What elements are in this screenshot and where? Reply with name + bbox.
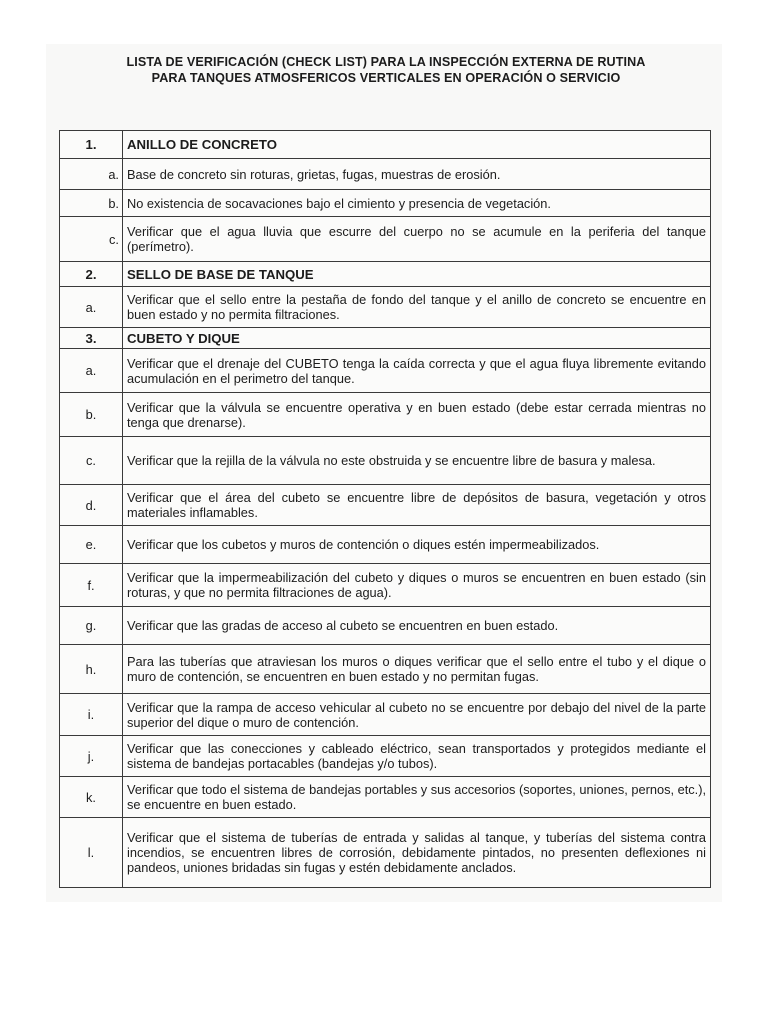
item-letter: k. — [60, 777, 123, 818]
item-text: Verificar que el sistema de tuberías de entrada y salidas al tanque, y tuberías del sistema contra incendios, se encuentren libres de corrosión, debidamente pintados, no presenten deflexiones ni pandeos, uniones bridadas sin fugas y estén debidamente anclados. — [123, 818, 711, 888]
item-letter: c. — [60, 437, 123, 485]
item-text: Verificar que los cubetos y muros de contención o diques estén impermeabilizados. — [123, 526, 711, 564]
item-letter: j. — [60, 736, 123, 777]
checklist-item-row — [60, 564, 711, 607]
section-title: SELLO DE BASE DE TANQUE — [123, 262, 711, 287]
checklist-item-row — [60, 694, 711, 736]
checklist-item-row — [60, 217, 711, 262]
item-text: Verificar que la rejilla de la válvula no este obstruida y se encuentre libre de basura y malesa. — [123, 437, 711, 485]
item-text: Verificar que el drenaje del CUBETO tenga la caída correcta y que el agua fluya libremente evitando acumulación en el perimetro del tanque. — [123, 349, 711, 393]
title-line-1: LISTA DE VERIFICACIÓN (CHECK LIST) PARA LA INSPECCIÓN EXTERNA DE RUTINA — [126, 55, 646, 69]
title-line-2: PARA TANQUES ATMOSFERICOS VERTICALES EN OPERACIÓN O SERVICIO — [151, 71, 621, 85]
item-letter: d. — [60, 485, 123, 526]
item-letter: h. — [60, 645, 123, 694]
item-letter: a. — [60, 159, 123, 190]
item-letter: g. — [60, 607, 123, 645]
item-letter: a. — [60, 349, 123, 393]
item-text: Verificar que todo el sistema de bandejas portables y sus accesorios (soportes, uniones, pernos, etc.), se encuentre en buen estado. — [123, 777, 711, 818]
section-row-2 — [60, 262, 711, 287]
checklist-table — [59, 130, 711, 888]
section-title: CUBETO Y DIQUE — [123, 328, 711, 349]
item-text: Verificar que las conecciones y cableado eléctrico, sean transportados y protegidos mediante el sistema de bandejas portacables (bandejas y/o tubos). — [123, 736, 711, 777]
item-letter: i. — [60, 694, 123, 736]
item-letter: l. — [60, 818, 123, 888]
checklist-item-row — [60, 159, 711, 190]
item-text: Verificar que la impermeabilización del cubeto y diques o muros se encuentren en buen estado (sin roturas, y que no permita filtraciones de agua). — [123, 564, 711, 607]
checklist-item-row — [60, 777, 711, 818]
section-number: 3. — [60, 328, 123, 349]
item-text: Verificar que el agua lluvia que escurre del cuerpo no se acumule en la periferia del tanque (perímetro). — [123, 217, 711, 262]
item-text: Verificar que la válvula se encuentre operativa y en buen estado (debe estar cerrada mientras no tenga que drenarse). — [123, 393, 711, 437]
item-text: Verificar que el sello entre la pestaña de fondo del tanque y el anillo de concreto se encuentre en buen estado y no permita filtraciones. — [123, 287, 711, 328]
checklist-item-row — [60, 645, 711, 694]
checklist-item-row — [60, 287, 711, 328]
item-letter: b. — [60, 393, 123, 437]
checklist-item-row — [60, 190, 711, 217]
item-text: No existencia de socavaciones bajo el cimiento y presencia de vegetación. — [123, 190, 711, 217]
section-number: 1. — [60, 131, 123, 159]
item-letter: a. — [60, 287, 123, 328]
section-row-1 — [60, 131, 711, 159]
document-title — [60, 54, 712, 86]
item-letter: e. — [60, 526, 123, 564]
item-text: Base de concreto sin roturas, grietas, fugas, muestras de erosión. — [123, 159, 711, 190]
item-letter: c. — [60, 217, 123, 262]
section-row-3 — [60, 328, 711, 349]
checklist-item-row — [60, 736, 711, 777]
item-letter: b. — [60, 190, 123, 217]
section-title: ANILLO DE CONCRETO — [123, 131, 711, 159]
item-text: Verificar que las gradas de acceso al cubeto se encuentren en buen estado. — [123, 607, 711, 645]
item-letter: f. — [60, 564, 123, 607]
checklist-item-row — [60, 607, 711, 645]
checklist-item-row — [60, 437, 711, 485]
section-number: 2. — [60, 262, 123, 287]
item-text: Verificar que la rampa de acceso vehicular al cubeto no se encuentre por debajo del nivel de la parte superior del dique o muro de contención. — [123, 694, 711, 736]
checklist-item-row — [60, 485, 711, 526]
checklist-item-row — [60, 818, 711, 888]
checklist-item-row — [60, 393, 711, 437]
item-text: Para las tuberías que atraviesan los muros o diques verificar que el sello entre el tubo y el dique o muro de contención, se encuentren en buen estado y no permitan fugas. — [123, 645, 711, 694]
checklist-item-row — [60, 349, 711, 393]
checklist-item-row — [60, 526, 711, 564]
item-text: Verificar que el área del cubeto se encuentre libre de depósitos de basura, vegetación y otros materiales inflamables. — [123, 485, 711, 526]
